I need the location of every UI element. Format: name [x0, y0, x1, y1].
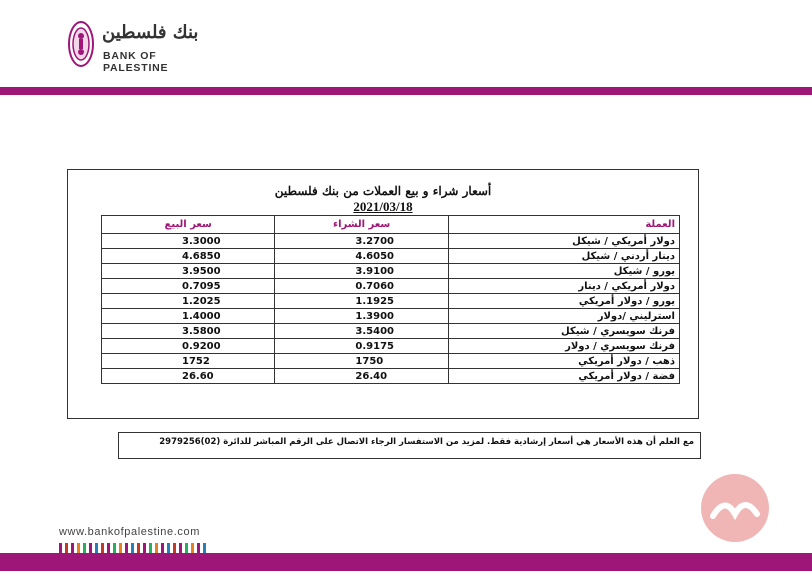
currency-cell: يورو / شيكل [448, 264, 679, 279]
currency-cell: ذهب / دولار أمريكي [448, 354, 679, 369]
buy-cell: 1750 [275, 354, 448, 369]
decorative-stripes-icon [59, 543, 209, 553]
sell-cell: 3.3000 [102, 234, 275, 249]
page-title: أسعار شراء و بيع العملات من بنك فلسطين [274, 184, 492, 198]
rates-panel [67, 169, 699, 419]
sell-cell: 0.9200 [102, 339, 275, 354]
table-row [102, 369, 680, 384]
buy-cell: 1.1925 [275, 294, 448, 309]
table-row [102, 354, 680, 369]
header-divider-bar [0, 87, 812, 95]
sell-cell: 1.2025 [102, 294, 275, 309]
buy-cell: 4.6050 [275, 249, 448, 264]
footer-bar [0, 553, 812, 571]
header-sell-rate: سعر البيع [102, 216, 275, 234]
table-row [102, 339, 680, 354]
currency-cell: يورو / دولار أمريكي [448, 294, 679, 309]
buy-cell: 26.40 [275, 369, 448, 384]
website-link[interactable]: www.bankofpalestine.com [59, 526, 200, 538]
table-row [102, 234, 680, 249]
bank-name-arabic: بنك فلسطين [102, 22, 199, 43]
sell-cell: 3.5800 [102, 324, 275, 339]
table-row [102, 294, 680, 309]
currency-cell: دولار أمريكي / دينار [448, 279, 679, 294]
buy-cell: 3.9100 [275, 264, 448, 279]
sell-cell: 1752 [102, 354, 275, 369]
disclaimer-note: مع العلم أن هذه الأسعار هي أسعار إرشادية فقط. لمزيد من الاستفسار الرجاء الاتصال على الرقم المباشر للدائرة (02)2979256 [118, 432, 701, 459]
currency-cell: فرنك سويسري / دولار [448, 339, 679, 354]
header-buy-rate: سعر الشراء [275, 216, 448, 234]
table-row [102, 279, 680, 294]
currency-cell: دينار أردني / شيكل [448, 249, 679, 264]
document-date: 2021/03/18 [353, 199, 413, 214]
buy-cell: 0.9175 [275, 339, 448, 354]
sell-cell: 4.6850 [102, 249, 275, 264]
sell-cell: 26.60 [102, 369, 275, 384]
header-currency: العملة [448, 216, 679, 234]
currency-cell: استرليني /دولار [448, 309, 679, 324]
bank-logo [66, 16, 216, 74]
bank-name-english: BANK OF PALESTINE [103, 50, 169, 74]
table-header-row [102, 216, 680, 234]
currency-cell: فضة / دولار أمريكي [448, 369, 679, 384]
table-row [102, 264, 680, 279]
sell-cell: 0.7095 [102, 279, 275, 294]
exchange-rates-table [101, 215, 680, 384]
sell-cell: 3.9500 [102, 264, 275, 279]
bank-emblem-icon [66, 16, 96, 72]
sell-cell: 1.4000 [102, 309, 275, 324]
buy-cell: 3.2700 [275, 234, 448, 249]
buy-cell: 1.3900 [275, 309, 448, 324]
table-row [102, 249, 680, 264]
buy-cell: 0.7060 [275, 279, 448, 294]
table-row [102, 309, 680, 324]
currency-cell: دولار أمريكي / شيكل [448, 234, 679, 249]
buy-cell: 3.5400 [275, 324, 448, 339]
table-row [102, 324, 680, 339]
watermark-logo-icon [695, 468, 775, 548]
currency-cell: فرنك سويسري / شيكل [448, 324, 679, 339]
